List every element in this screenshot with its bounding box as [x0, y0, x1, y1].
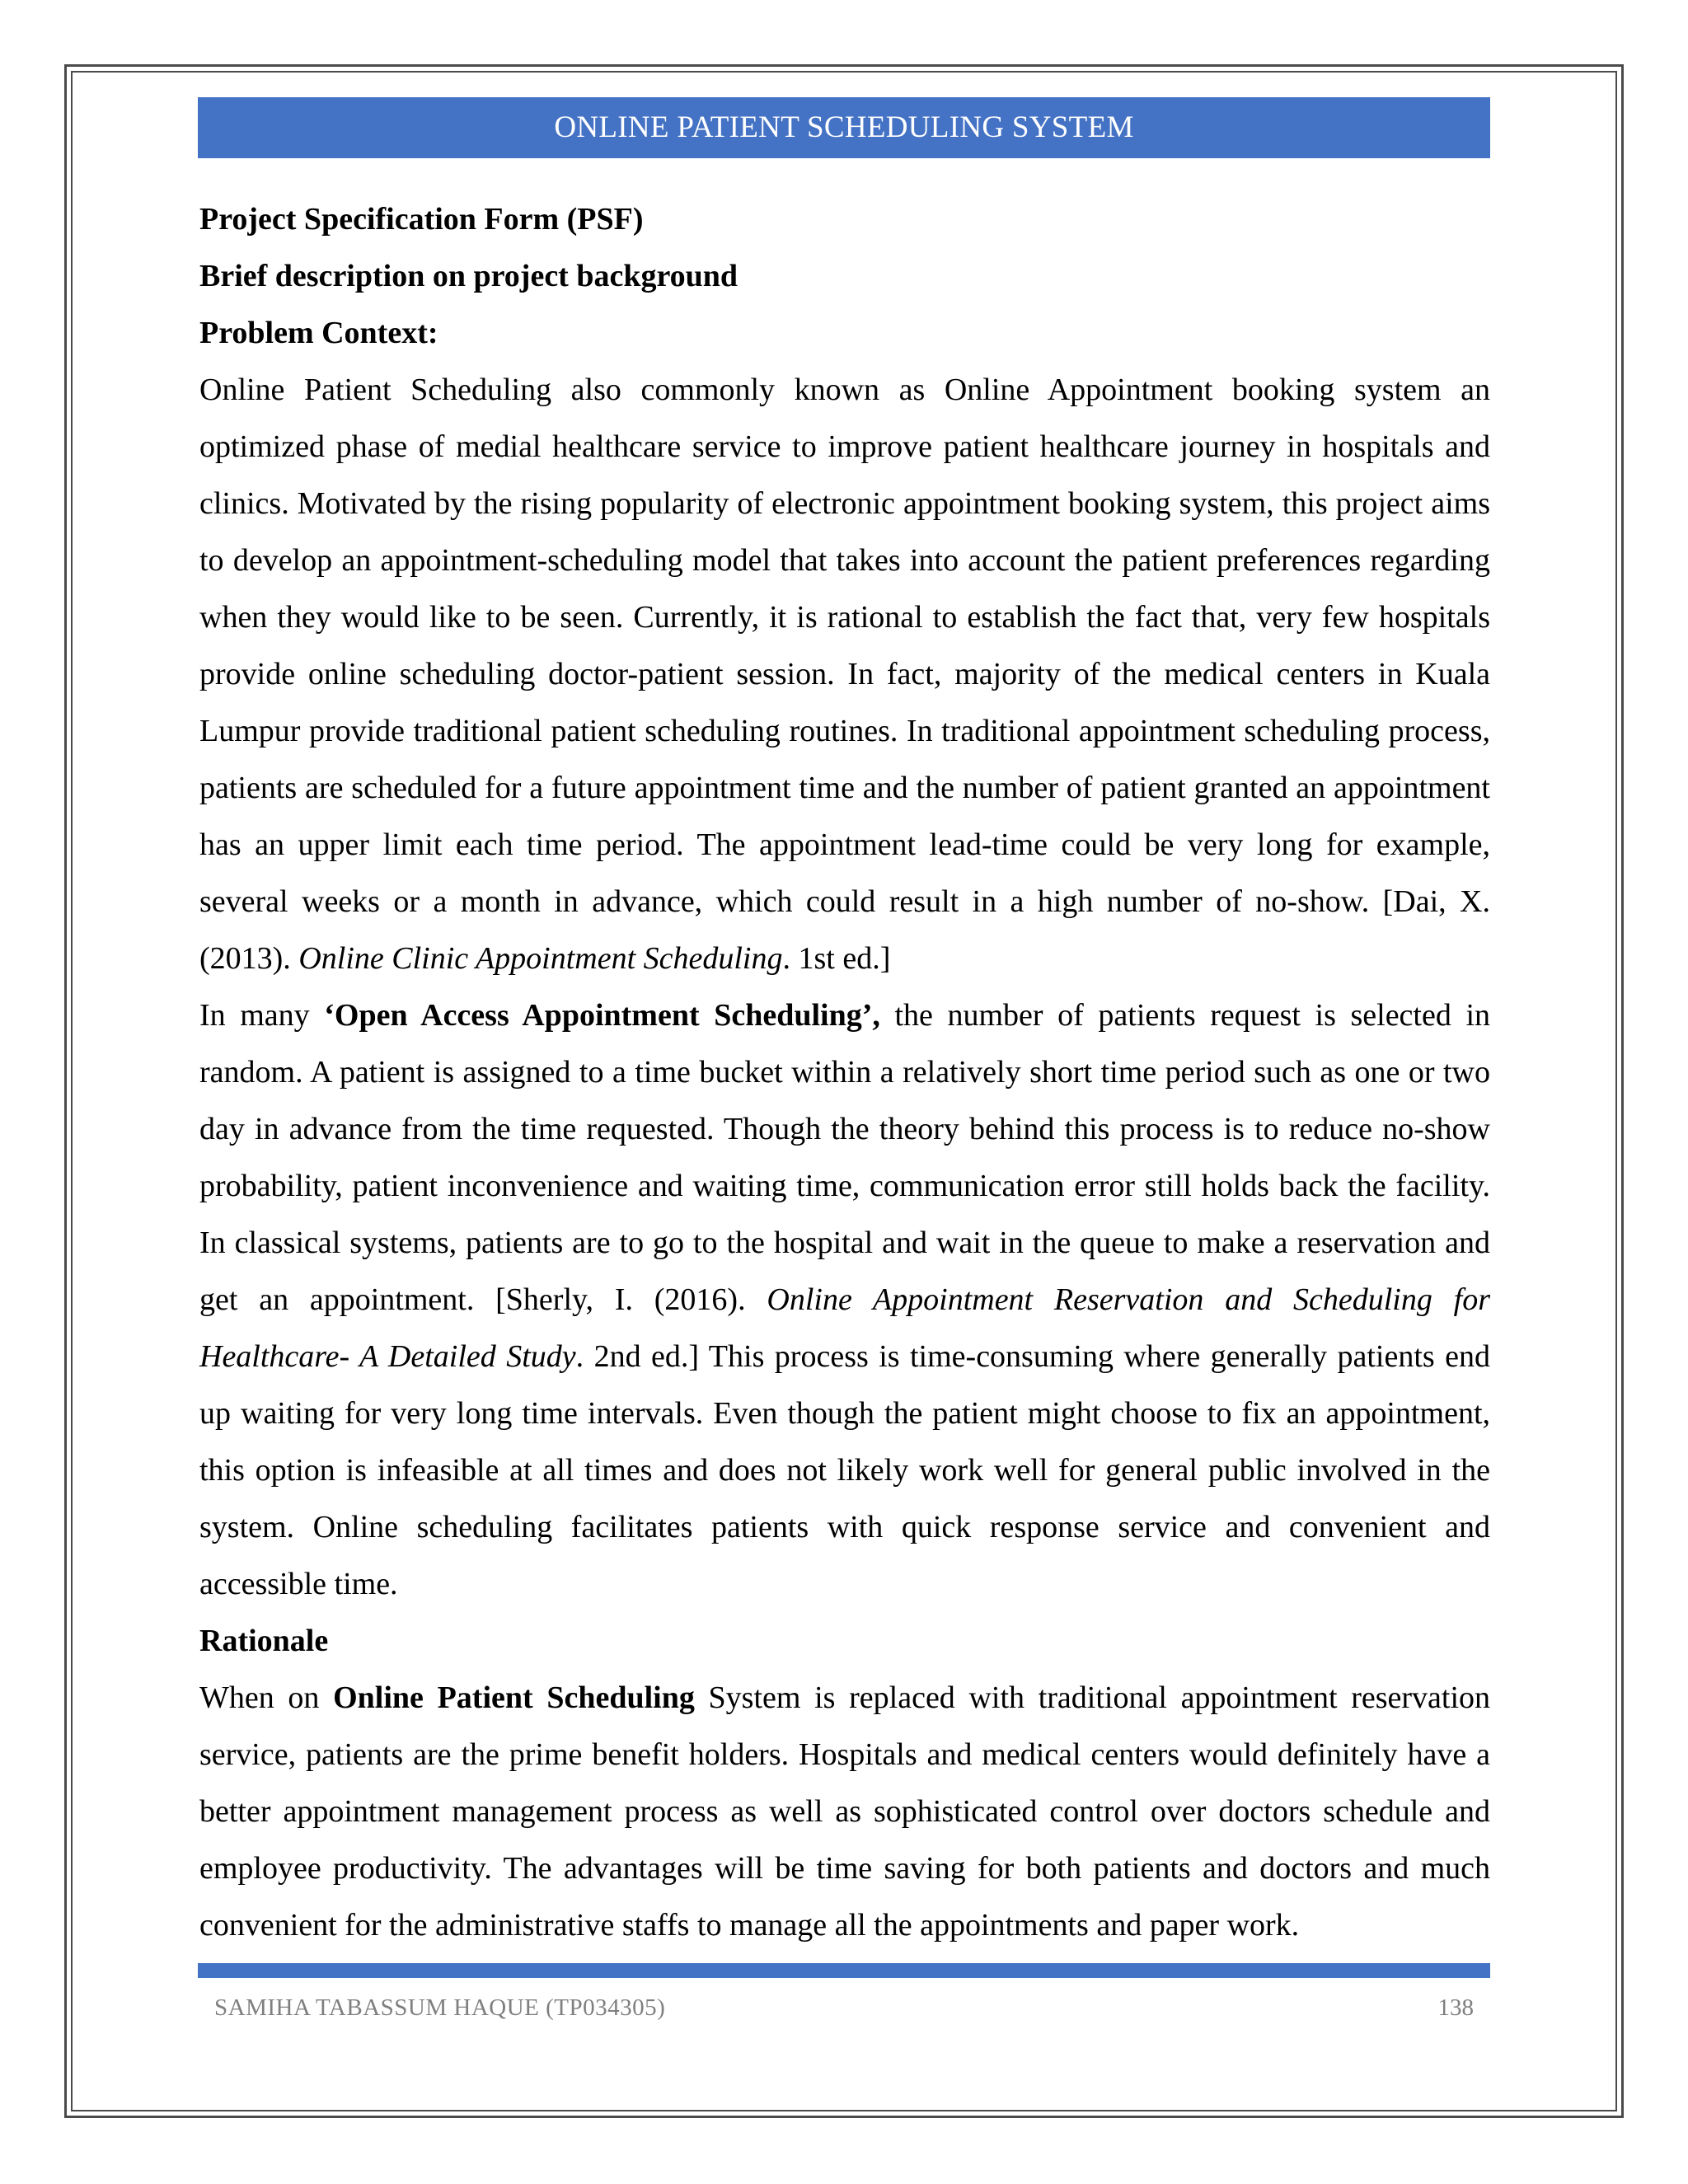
paragraph-open-access	[199, 987, 1490, 1613]
paragraph-text: In many	[199, 998, 325, 1033]
heading-brief-description: Brief description on project background	[199, 259, 738, 293]
heading-rationale: Rationale	[199, 1624, 329, 1658]
page-number: 138	[1437, 1994, 1474, 2021]
bold-term: Online Patient Scheduling	[333, 1680, 695, 1715]
heading-psf: Project Specification Form (PSF)	[199, 202, 644, 237]
document-body	[199, 191, 1490, 1954]
footer-divider-bar	[198, 1963, 1490, 1978]
heading-problem-context: Problem Context:	[199, 316, 438, 350]
footer-author: SAMIHA TABASSUM HAQUE (TP034305)	[214, 1994, 666, 2021]
document-header-title: ONLINE PATIENT SCHEDULING SYSTEM	[198, 97, 1490, 158]
citation-title: Online Clinic Appointment Scheduling	[298, 941, 783, 976]
paragraph-text: the number of patients request is selected in random. A patient is assigned to a time bucket within a relatively short time period such as one or two day in advance from the time requested. Though the theory behind this process is to reduce no-show probability, patient inconvenience and waiting time, communication error still holds back the facility. In classical systems, patients are to go to the hospital and wait in the queue to make a reservation and get an appointment. [Sherly, I. (2016).	[199, 998, 1490, 1317]
paragraph-text: . 2nd ed.] This process is time-consuming where generally patients end up waiting for very long time intervals. Even though the patient might choose to fix an appointment, this option is infeasible at all times and does not likely work well for general public involved in the system. Online scheduling facilitates patients with quick response service and convenient and accessible time.	[199, 1339, 1490, 1601]
paragraph-problem-context	[199, 362, 1490, 987]
paragraph-rationale	[199, 1670, 1490, 1954]
paragraph-text: Online Patient Scheduling also commonly known as Online Appointment booking system an optimized phase of medial healthcare service to improve patient healthcare journey in hospitals and clinics. Motivated by the rising popularity of electronic appointment booking system, this project aims to develop an appointment-scheduling model that takes into account the patient preferences regarding when they would like to be seen. Currently, it is rational to establish the fact that, very few hospitals provide online scheduling doctor-patient session. In fact, majority of the medical centers in Kuala Lumpur provide traditional patient scheduling routines. In traditional appointment scheduling process, patients are scheduled for a future appointment time and the number of patient granted an appointment has an upper limit each time period. The appointment lead-time could be very long for example, several weeks or a month in advance, which could result in a high number of no-show. [Dai, X. (2013).	[199, 373, 1490, 976]
paragraph-text: When on	[199, 1680, 334, 1715]
paragraph-text: System is replaced with traditional appointment reservation service, patients are the prime benefit holders. Hospitals and medical centers would definitely have a better appointment management process as well as sophisticated control over doctors schedule and employee productivity. The advantages will be time saving for both patients and doctors and much convenient for the administrative staffs to manage all the appointments and paper work.	[199, 1680, 1491, 1943]
bold-term: ‘Open Access Appointment Scheduling’,	[324, 998, 880, 1033]
paragraph-text: . 1st ed.]	[782, 941, 891, 976]
citation-title: Online Appointment Reservation and Scheduling for Healthcare- A Detailed Study	[199, 1282, 1490, 1374]
